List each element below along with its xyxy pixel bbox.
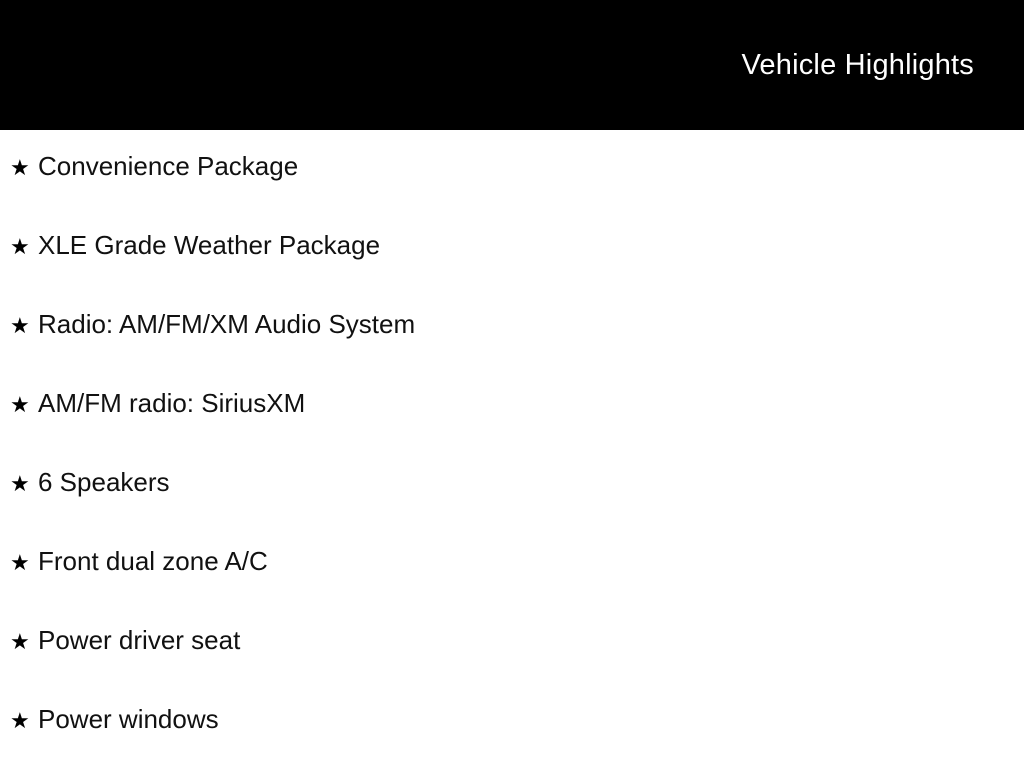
- star-icon: ★: [10, 629, 30, 654]
- list-item: [0, 232, 1024, 311]
- list-item-label: Power windows: [38, 704, 219, 734]
- list-item-label: AM/FM radio: SiriusXM: [38, 388, 306, 418]
- star-icon: ★: [10, 313, 30, 338]
- list-item: [0, 706, 1024, 768]
- star-icon: ★: [10, 234, 30, 259]
- header-bar: [0, 0, 1024, 130]
- list-item-label: Radio: AM/FM/XM Audio System: [38, 309, 416, 339]
- list-item: [0, 390, 1024, 469]
- star-icon: ★: [10, 392, 30, 417]
- list-item-label: Power driver seat: [38, 625, 241, 655]
- list-item-label: 6 Speakers: [38, 467, 170, 497]
- vehicle-highlights-list: [0, 130, 1024, 768]
- list-item: [0, 548, 1024, 627]
- page-title: Vehicle Highlights: [741, 48, 974, 81]
- star-icon: ★: [10, 471, 30, 496]
- star-icon: ★: [10, 155, 30, 180]
- list-item: [0, 153, 1024, 232]
- star-icon: ★: [10, 550, 30, 575]
- star-icon: ★: [10, 708, 30, 733]
- list-item-label: XLE Grade Weather Package: [38, 230, 381, 260]
- list-item: [0, 311, 1024, 390]
- list-item: [0, 469, 1024, 548]
- list-item-label: Front dual zone A/C: [38, 546, 268, 576]
- list-item-label: Convenience Package: [38, 151, 299, 181]
- list-item: [0, 627, 1024, 706]
